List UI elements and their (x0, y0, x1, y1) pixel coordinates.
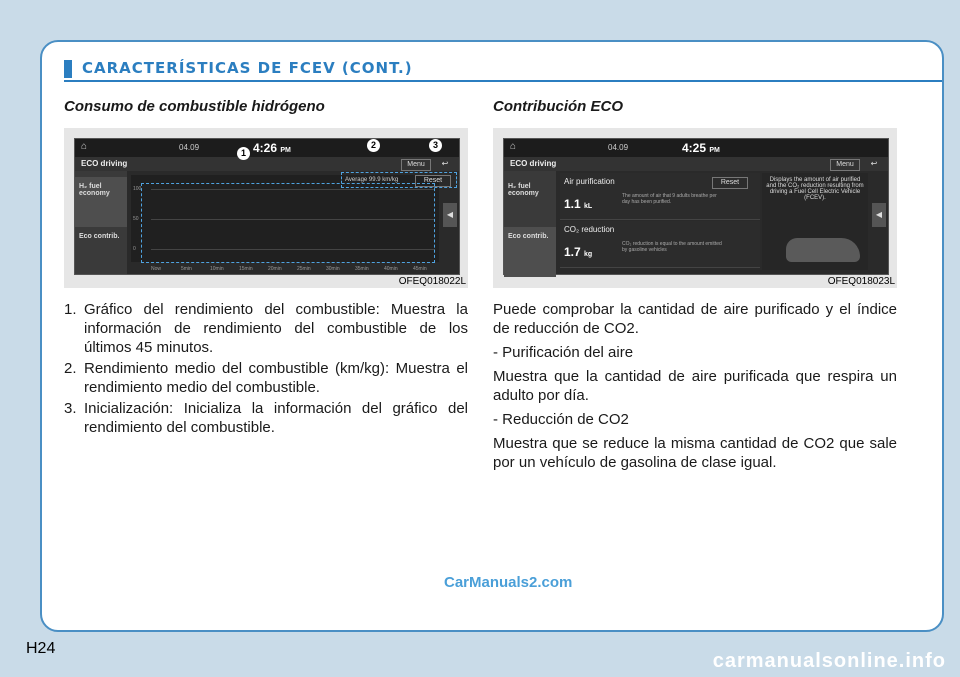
co2-reduction-block (560, 221, 760, 268)
x-tick: 20min (268, 266, 282, 272)
list-number: 3. (64, 400, 77, 417)
car-illustration-area (762, 173, 868, 270)
co2-value: 1.7 kg (564, 245, 593, 259)
footer-site: carmanualsonline.info (712, 650, 946, 672)
left-subtitle: Consumo de combustible hidrógeno (64, 98, 325, 115)
x-tick: Now (151, 266, 162, 272)
list-number: 1. (64, 301, 77, 318)
air-note: The amount of air that 9 adults breathe per day has been purified. (622, 193, 717, 205)
section-header (64, 58, 942, 82)
left-body (64, 300, 468, 437)
x-tick: 45min (413, 266, 427, 272)
screen-title: ECO driving (510, 159, 557, 168)
chevron-left-icon: ◀ (872, 203, 886, 227)
chevron-left-icon: ◀ (443, 203, 457, 227)
list-item (64, 359, 468, 397)
right-column (493, 98, 897, 477)
list-text: Inicialización: Inicializa la información del gráfico del rendimiento del combustible. (84, 400, 468, 436)
watermark-link[interactable]: CarManuals2.com (444, 574, 573, 591)
x-tick: 5min (181, 266, 192, 272)
car-icon (786, 238, 860, 262)
callout-2: 2 (367, 139, 380, 152)
home-icon: ⌂ (510, 141, 517, 152)
menu-button: Menu (401, 159, 431, 171)
list-text: Rendimiento medio del combustible (km/kg): Muestra el rendimiento medio del combustible. (84, 360, 468, 396)
dash-item-air: - Purificación del aire (493, 344, 634, 361)
air-value: 1.1 kL (564, 197, 593, 211)
y-tick: 100 (133, 186, 142, 192)
figure-caption: OFEQ018022L (398, 276, 466, 287)
fuel-economy-screen (74, 138, 460, 275)
x-tick: 25min (297, 266, 311, 272)
callout-box-graph (141, 183, 435, 263)
x-tick: 15min (239, 266, 253, 272)
back-icon: ↩ (870, 159, 878, 168)
back-icon: ↩ (441, 159, 449, 168)
side-item-fuel-economy: H₂ fuel economy (508, 183, 539, 197)
header-accent (64, 60, 72, 78)
co2-note: CO₂ reduction is equal to the amount emitted by gasoline vehicles (622, 241, 722, 253)
air-paragraph: Muestra que la cantidad de aire purificada que respira un adulto por día. (493, 368, 897, 404)
x-tick: 10min (210, 266, 224, 272)
intro-paragraph: Puede comprobar la cantidad de aire purificado y el índice de reducción de CO2. (493, 301, 897, 337)
reset-button: Reset (415, 175, 451, 187)
side-item-fuel-economy: H₂ fuel economy (75, 177, 127, 227)
right-subtitle: Contribución ECO (493, 98, 623, 115)
co2-paragraph: Muestra que se reduce la misma cantidad de CO2 que sale por un vehículo de gasolina de clase igual. (493, 435, 897, 471)
home-icon: ⌂ (81, 141, 88, 152)
x-tick: 30min (326, 266, 340, 272)
callout-1: 1 (237, 147, 250, 160)
callout-box-average (341, 172, 457, 188)
x-tick: 40min (384, 266, 398, 272)
status-bar (75, 139, 459, 157)
list-text: Gráfico del rendimiento del combustible: Muestra la información de rendimiento del combustible de los últimos 45 minutos. (84, 301, 468, 356)
page-sheet (40, 40, 944, 632)
air-label: Air purification (564, 177, 615, 186)
y-tick: 0 (133, 246, 136, 252)
reset-button: Reset (712, 177, 748, 189)
eco-contribution-figure (493, 128, 897, 288)
screen-date: 04.09 (179, 143, 200, 152)
screen-title: ECO driving (81, 159, 128, 168)
eco-panel (560, 173, 760, 270)
list-item (64, 399, 468, 437)
callout-3: 3 (429, 139, 442, 152)
x-tick: 35min (355, 266, 369, 272)
menu-button: Menu (830, 159, 860, 171)
status-bar (504, 139, 888, 157)
figure-caption: OFEQ018023L (827, 276, 895, 287)
left-column (64, 98, 468, 439)
screen-sidebar (75, 171, 127, 274)
air-purification-block (560, 173, 760, 220)
section-title: CARACTERÍSTICAS DE FCEV (CONT.) (82, 59, 413, 77)
list-item (64, 300, 468, 357)
right-body (493, 300, 897, 472)
eco-contribution-screen (503, 138, 889, 275)
average-readout: Average 99.9 km/kg (345, 177, 399, 183)
screen-time: 4:26 PM (253, 141, 291, 155)
screen-title-bar (75, 157, 459, 171)
screen-sidebar (504, 171, 556, 274)
screen-title-bar (504, 157, 888, 171)
screen-time: 4:25 PM (682, 141, 720, 155)
y-tick: 50 (133, 216, 139, 222)
side-item-eco-contrib: Eco contrib. (79, 233, 120, 240)
page-number: H24 (26, 640, 56, 657)
list-number: 2. (64, 360, 77, 377)
dash-item-co2: - Reducción de CO2 (493, 411, 629, 428)
car-description: Displays the amount of air purified and the CO₂ reduction resulting from driving a Fuel Cell Electric Vehicle (FCEV). (766, 177, 864, 201)
header-rule (64, 80, 942, 82)
side-item-eco-contrib: Eco contrib. (504, 227, 556, 277)
co2-label: CO₂ reduction (564, 225, 615, 234)
fuel-economy-figure (64, 128, 468, 288)
screen-date: 04.09 (608, 143, 629, 152)
